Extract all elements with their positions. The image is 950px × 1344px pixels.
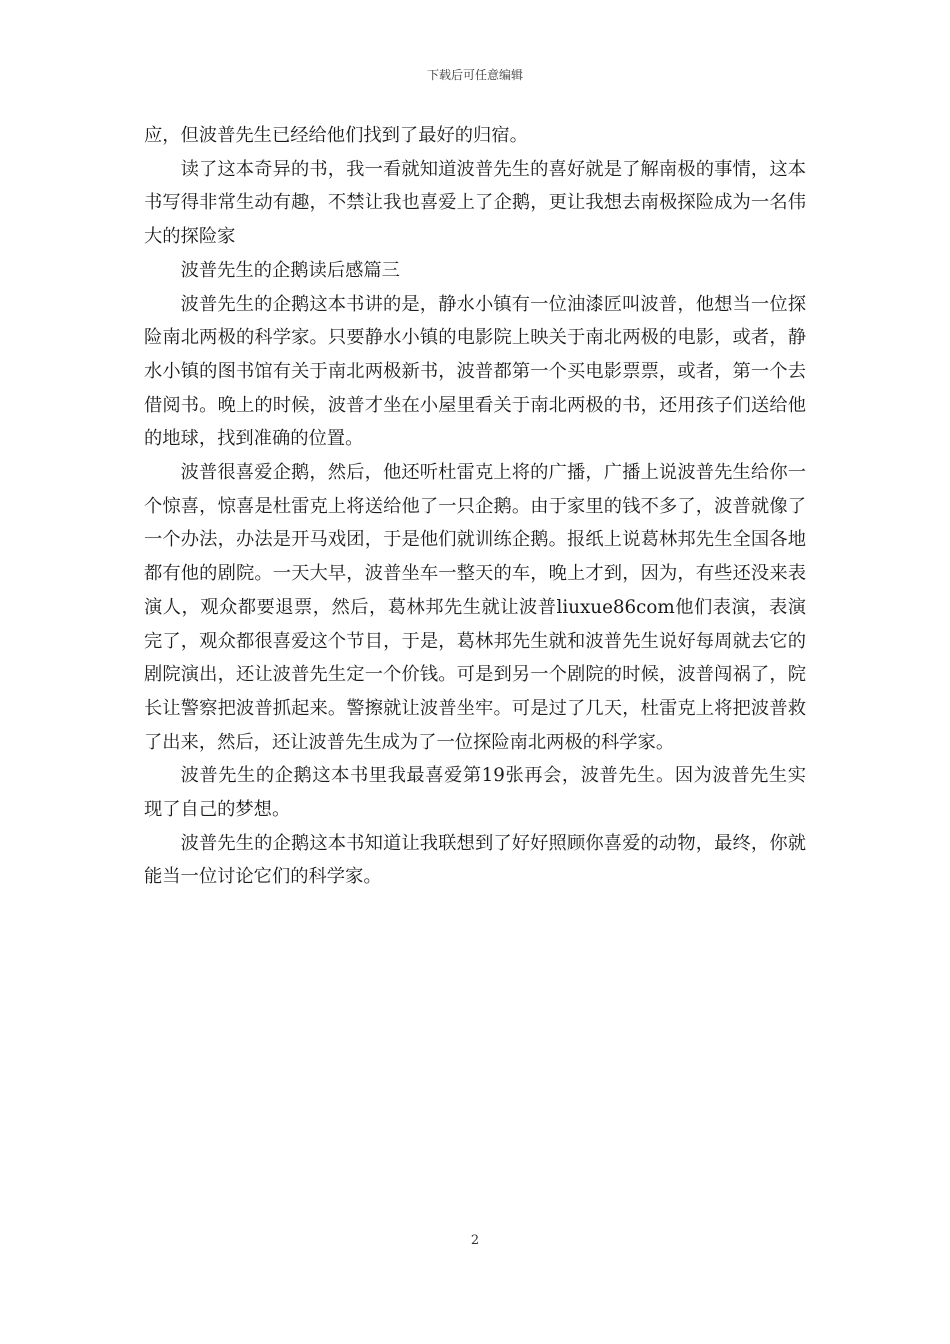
paragraph: 波普先生的企鹅这本书知道让我联想到了好好照顾你喜爱的动物，最终，你就能当一位讨论它们的科学家。 [144, 832, 806, 888]
paragraph: 波普先生的企鹅这本书讲的是，静水小镇有一位油漆匠叫波普，他想当一位探险南北两极的科学家。只要静水小镇的电影院上映关于南北两极的电影，或者，静水小镇的图书馆有关于南北两极新书，波普都第一个买电影票票，或者，第一个去借阅书。晚上的时候，波普才坐在小屋里看关于南北两极的书，还用孩子们送给他的地球，找到准确的位置。 [144, 293, 806, 450]
page-number: 2 [470, 1233, 480, 1248]
paragraph: 读了这本奇异的书，我一看就知道波普先生的喜好就是了解南极的事情，这本书写得非常生动有趣，不禁让我也喜爱上了企鹅，更让我想去南极探险成为一名伟大的探险家 [144, 158, 806, 248]
page-header: 下载后可任意编辑 [426, 68, 523, 82]
section-heading: 波普先生的企鹅读后感篇三 [180, 259, 400, 281]
paragraph: 应，但波普先生已经给他们找到了最好的归宿。 [144, 125, 528, 146]
paragraph: 波普很喜爱企鹅，然后，他还听杜雷克上将的广播，广播上说波普先生给你一个惊喜，惊喜是杜雷克上将送给他了一只企鹅。由于家里的钱不多了，波普就像了一个办法，办法是开马戏团，于是他们就训练企鹅。报纸上说葛林邦先生全国各地都有他的剧院。一天大早，波普坐车一整天的车，晚上才到，因为，有些还没来表演人，观众都要退票，然后，葛林邦先生就让波普liuxue86com他们表演，表演完了，观众都很喜爱这个节目，于是，葛林邦先生就和波普先生说好每周就去它的剧院演出，还让波普先生定一个价钱。可是到另一个剧院的时候，波普闯祸了，院长让警察把波普抓起来。警擦就让波普坐牢。可是过了几天，杜雷克上将把波普救了出来，然后，还让波普先生成为了一位探险南北两极的科学家。 [144, 462, 806, 753]
paragraph: 波普先生的企鹅这本书里我最喜爱第19张再会，波普先生。因为波普先生实现了自己的梦想。 [144, 765, 806, 821]
document-body [144, 119, 806, 894]
